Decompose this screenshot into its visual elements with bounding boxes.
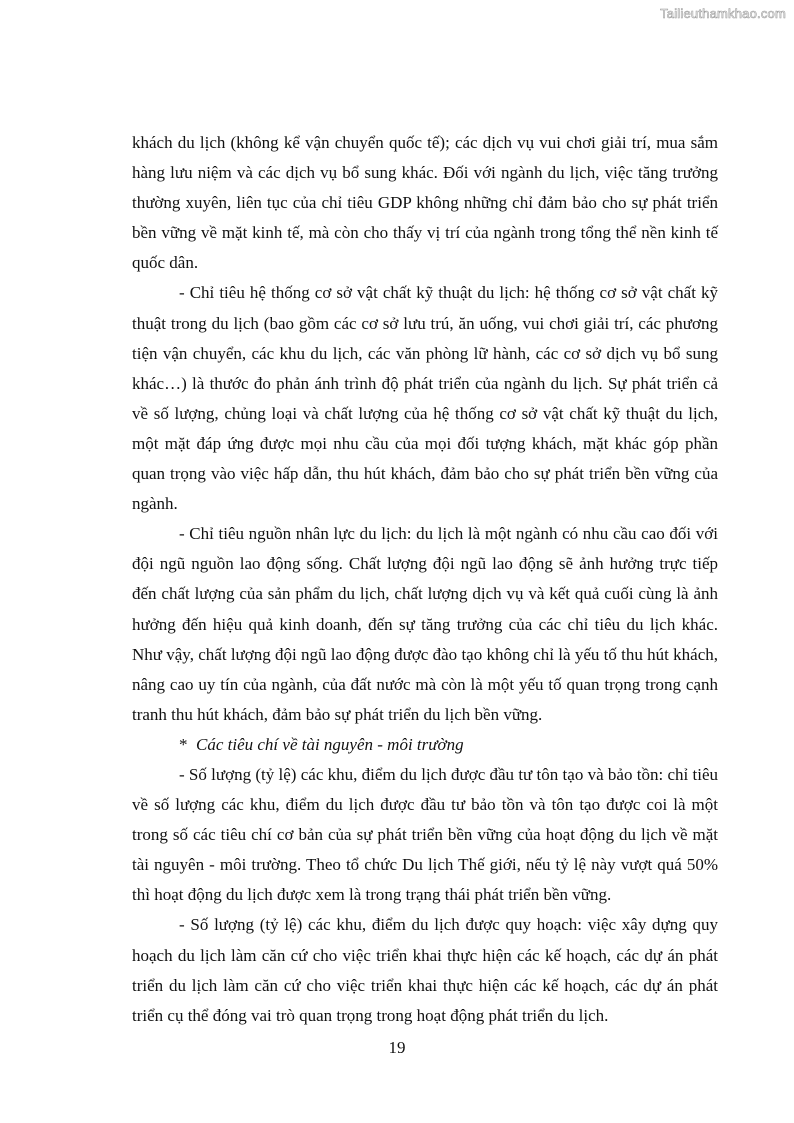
paragraph-gdp-continuation: khách du lịch (không kể vận chuyển quốc tế); các dịch vụ vui chơi giải trí, mua sắm hàng lưu niệm và các dịch vụ bổ sung khác. Đối với ngành du lịch, việc tăng trưởng thường xuyên, liên tục của chỉ tiêu GDP không những chỉ đảm bảo cho sự phát triển bền vững về mặt kinh tế, mà còn cho thấy vị trí của ngành trong tổng thể nền kinh tế quốc dân. xyxy=(132,133,718,273)
page-number: 19 xyxy=(388,1038,406,1057)
section-heading-resources-environment xyxy=(132,730,718,760)
document-body xyxy=(132,128,718,1031)
paragraph-infrastructure-indicator: - Chỉ tiêu hệ thống cơ sở vật chất kỹ thuật du lịch: hệ thống cơ sở vật chất kỹ thuật trong du lịch (bao gồm các cơ sở lưu trú, ăn uống, vui chơi giải trí, các phương tiện vận chuyển, các khu du lịch, các văn phòng lữ hành, các cơ sở dịch vụ bổ sung khác…) là thước đo phản ánh trình độ phát triển của ngành du lịch. Sự phát triển cả về số lượng, chủng loại và chất lượng của hệ thống cơ sở vật chất kỹ thuật du lịch, một mặt đáp ứng được mọi nhu cầu của mọi đối tượng khách, mặt khác góp phần quan trọng vào việc hấp dẫn, thu hút khách, đảm bảo cho sự phát triển bền vững của ngành. xyxy=(132,283,718,514)
watermark-text: Tailieuthamkhao.com xyxy=(660,6,786,21)
heading-text: Các tiêu chí về tài nguyên - môi trường xyxy=(196,734,464,754)
paragraph-human-resources-indicator: - Chỉ tiêu nguồn nhân lực du lịch: du lịch là một ngành có nhu cầu cao đối với đội ngũ nguồn lao động sống. Chất lượng đội ngũ lao động sẽ ảnh hưởng trực tiếp đến chất lượng của sản phẩm du lịch, chất lượng dịch vụ và kết quả cuối cùng là ảnh hưởng đến hiệu quả kinh doanh, đến sự tăng trưởng của các chỉ tiêu du lịch khác. Như vậy, chất lượng đội ngũ lao động được đào tạo không chỉ là yếu tố thu hút khách, nâng cao uy tín của ngành, của đất nước mà còn là một yếu tố quan trọng trong cạnh tranh thu hút khách, đảm bảo sự phát triển du lịch bền vững. xyxy=(132,524,718,724)
heading-bullet-marker: * xyxy=(179,734,188,754)
paragraph-conserved-sites-indicator: - Số lượng (tỷ lệ) các khu, điểm du lịch được đầu tư tôn tạo và bảo tồn: chỉ tiêu về số lượng các khu, điểm du lịch được đầu tư bảo tồn và tôn tạo được coi là một trong số các tiêu chí cơ bản của sự phát triển bền vững của hoạt động du lịch về mặt tài nguyên - môi trường. Theo tổ chức Du lịch Thế giới, nếu tỷ lệ này vượt quá 50% thì hoạt động du lịch được xem là trong trạng thái phát triển bền vững. xyxy=(132,764,718,905)
paragraph-planned-sites-indicator: - Số lượng (tỷ lệ) các khu, điểm du lịch được quy hoạch: việc xây dựng quy hoạch du lịch làm căn cứ cho việc triển khai thực hiện các kế hoạch, các dự án phát triển du lịch làm căn cứ cho việc triển khai thực hiện các kế hoạch, các dự án phát triển cụ thể đóng vai trò quan trọng trong hoạt động phát triển du lịch. xyxy=(132,915,718,1025)
